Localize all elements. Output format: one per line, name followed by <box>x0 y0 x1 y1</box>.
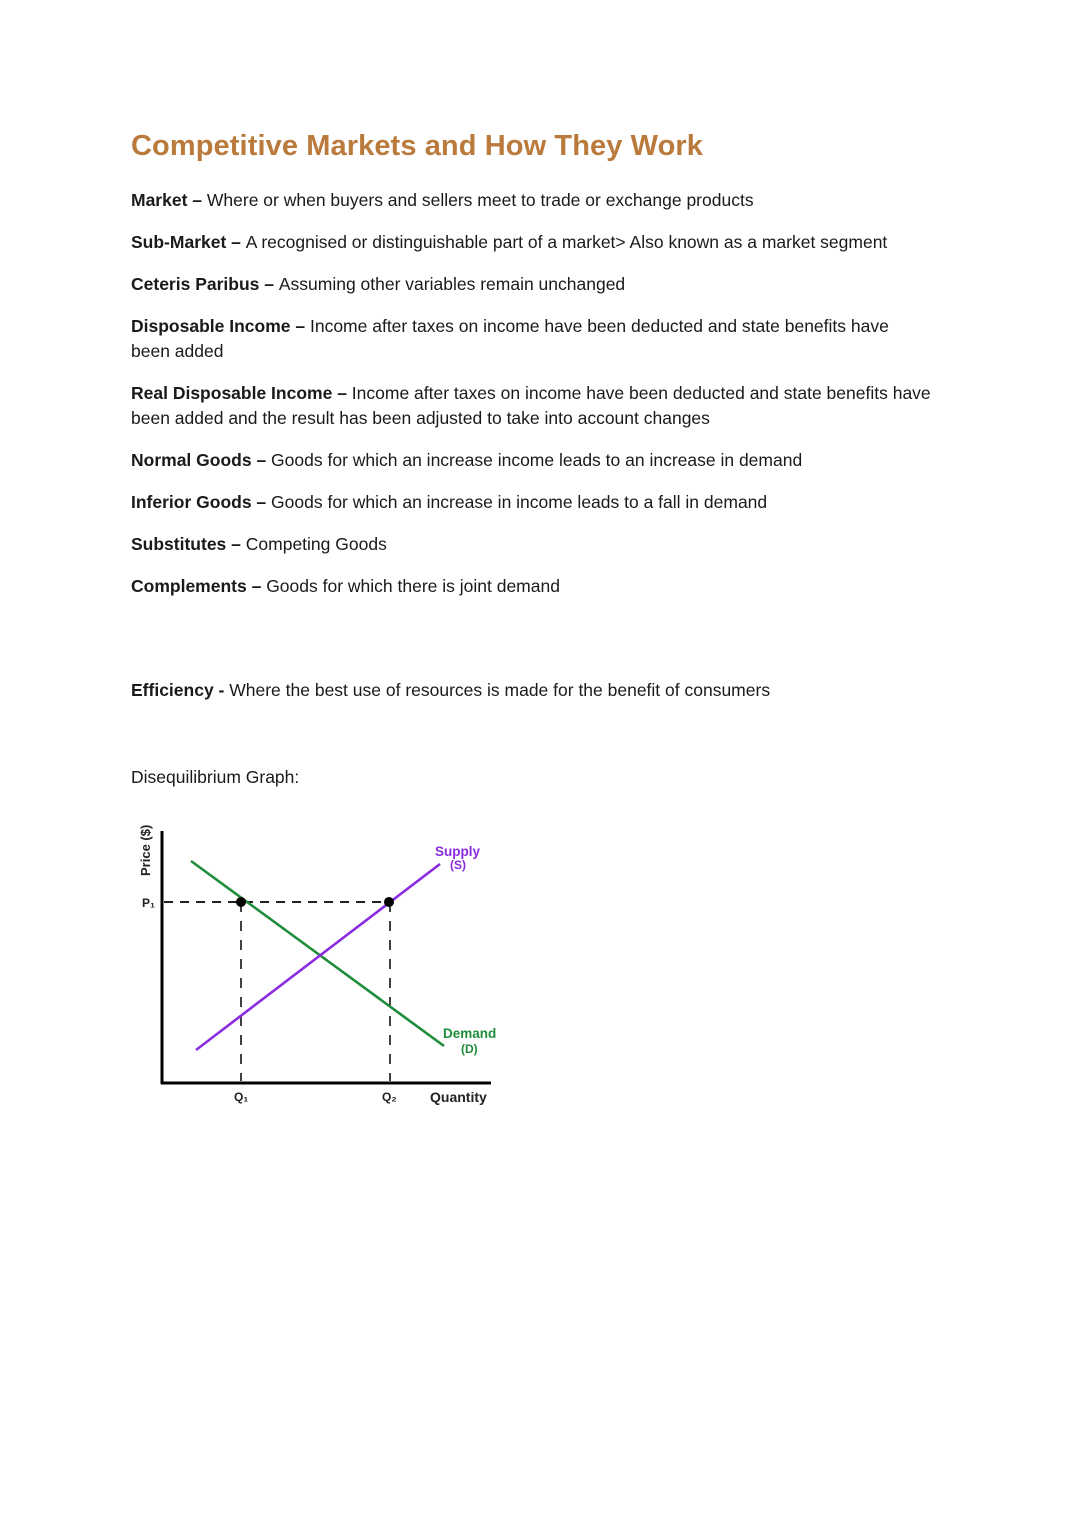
definition-text: Assuming other variables remain unchanged <box>278 274 626 294</box>
definition-term: Sub-Market <box>131 232 227 252</box>
definition-text: Income after taxes on income have been deducted and state benefits have been added and the result has been adjusted to take into account changes <box>131 383 931 428</box>
definition-term: Inferior Goods <box>131 492 252 512</box>
definition-text: Income after taxes on income have been deducted and state benefits have been added <box>131 316 889 361</box>
supply-label: Supply <box>435 844 481 859</box>
definition-real-disposable-income <box>131 381 931 431</box>
definition-separator: - <box>213 680 230 700</box>
definition-ceteris-paribus <box>131 272 931 297</box>
supply-sublabel: (S) <box>450 858 466 872</box>
definition-term: Complements <box>131 576 247 596</box>
definition-inferior-goods <box>131 490 931 515</box>
definition-separator: – <box>332 383 352 403</box>
definition-market <box>131 188 931 213</box>
definition-term: Real Disposable Income <box>131 383 333 403</box>
definition-normal-goods <box>131 448 931 473</box>
definition-text: Goods for which an increase in income leads to a fall in demand <box>271 492 768 512</box>
definition-separator: – <box>290 316 310 336</box>
definition-separator: – <box>226 534 246 554</box>
definition-text: Where the best use of resources is made for the benefit of consumers <box>229 680 771 700</box>
definition-efficiency <box>131 678 931 703</box>
definition-sub-market <box>131 230 931 255</box>
demand-sublabel: (D) <box>461 1042 478 1056</box>
demand-point-at-p1 <box>236 897 246 907</box>
definitions-list <box>131 188 931 616</box>
definition-term: Market <box>131 190 188 210</box>
definition-substitutes <box>131 532 931 557</box>
definition-term: Disposable Income <box>131 316 291 336</box>
definition-complements <box>131 574 931 599</box>
page-title: Competitive Markets and How They Work <box>131 130 704 162</box>
disequilibrium-graph <box>128 806 528 1116</box>
definition-separator: – <box>259 274 279 294</box>
definition-separator: – <box>246 576 267 596</box>
p1-label: P₁ <box>142 896 155 910</box>
definition-term: Normal Goods <box>131 450 252 470</box>
q2-label: Q₂ <box>382 1090 397 1104</box>
definition-text: Goods for which an increase income leads to an increase in demand <box>271 450 803 470</box>
graph-title: Disequilibrium Graph: <box>131 767 300 787</box>
supply-point-at-p1 <box>384 897 394 907</box>
definition-text: Goods for which there is joint demand <box>266 576 560 596</box>
definition-separator: – <box>187 190 207 210</box>
definition-text: Competing Goods <box>245 534 387 554</box>
definition-separator: – <box>251 450 272 470</box>
definition-term: Substitutes <box>131 534 227 554</box>
definition-text: A recognised or distinguishable part of a market> Also known as a market segment <box>245 232 888 252</box>
definition-term: Efficiency <box>131 680 214 700</box>
y-axis-label: Price ($) <box>138 824 153 876</box>
definition-separator: – <box>226 232 246 252</box>
definition-disposable-income <box>131 314 931 364</box>
definition-term: Ceteris Paribus <box>131 274 260 294</box>
definition-text: Where or when buyers and sellers meet to trade or exchange products <box>206 190 754 210</box>
definition-separator: – <box>251 492 272 512</box>
q1-label: Q₁ <box>234 1090 249 1104</box>
x-axis-label: Quantity <box>430 1089 487 1105</box>
demand-label: Demand <box>443 1026 497 1041</box>
